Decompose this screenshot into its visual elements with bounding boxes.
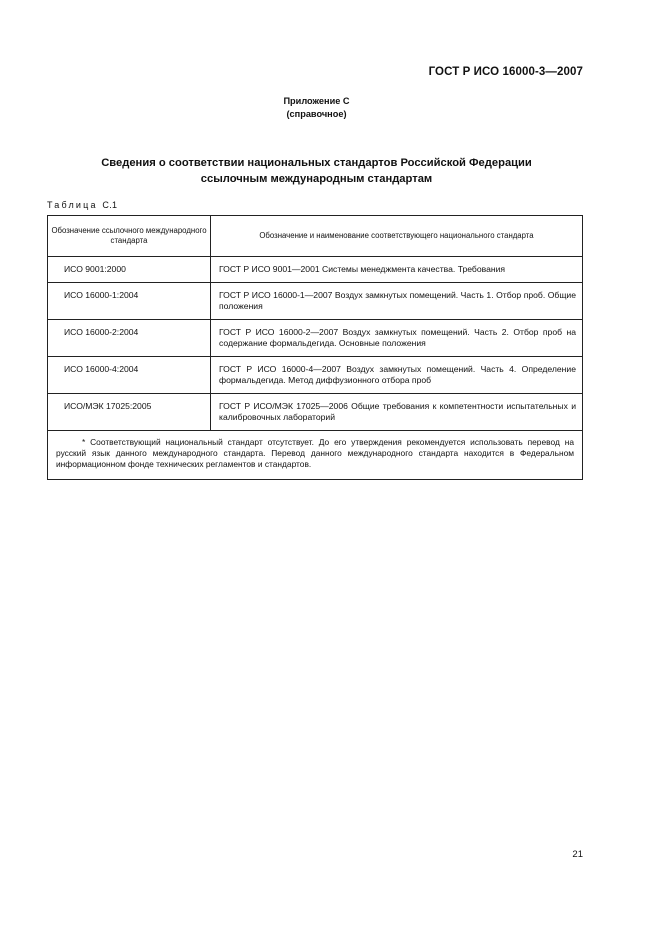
international-standard-cell: ИСО 16000-2:2004 [48,319,211,356]
table-footnote-row [48,430,583,480]
table-caption-number: С.1 [102,200,118,210]
table-footnote: * Соответствующий национальный стандарт отсутствует. До его утверждения рекомендуется использовать перевод на русский язык данного международного стандарта. Перевод данного международного стандарта находится в Федеральном информационном фонде технических регламентов и стандартов. [56,436,574,469]
column-header-national: Обозначение и наименование соответствующего национального стандарта [211,216,583,257]
national-standard-cell: ГОСТ Р ИСО 9001—2001 Системы менеджмента качества. Требования [211,257,583,283]
international-standard-cell: ИСО/МЭК 17025:2005 [48,393,211,430]
table-row [48,282,583,319]
title-line-1: Сведения о соответствии национальных стандартов Российской Федерации [101,157,532,169]
page-number: 21 [572,849,583,860]
appendix-heading [0,95,633,121]
national-standard-cell: ГОСТ Р ИСО 16000-2—2007 Воздух замкнутых помещений. Часть 2. Отбор проб на содержание формальдегида. Основные положения [211,319,583,356]
document-code: ГОСТ Р ИСО 16000-3—2007 [428,66,583,78]
international-standard-cell: ИСО 16000-1:2004 [48,282,211,319]
table-row [48,356,583,393]
table-caption-word: Таблица [47,200,98,210]
title-line-2: ссылочным международным стандартам [200,172,433,185]
standards-table [47,215,583,480]
table-row [48,319,583,356]
international-standard-cell: ИСО 9001:2000 [48,257,211,283]
page-title [0,156,633,187]
table-row [48,257,583,283]
international-standard-cell: ИСО 16000-4:2004 [48,356,211,393]
appendix-label: Приложение С [283,96,350,106]
table-row [48,393,583,430]
table-caption [47,200,117,210]
table-footnote-cell [48,430,583,480]
national-standard-cell: ГОСТ Р ИСО 16000-1—2007 Воздух замкнутых помещений. Часть 1. Отбор проб. Общие положения [211,282,583,319]
national-standard-cell: ГОСТ Р ИСО/МЭК 17025—2006 Общие требования к компетентности испытательных и калибровочных лабораторий [211,393,583,430]
table-header-row [48,216,583,257]
column-header-international: Обозначение ссылочного международного стандарта [48,216,211,257]
national-standard-cell: ГОСТ Р ИСО 16000-4—2007 Воздух замкнутых помещений. Часть 4. Определение формальдегида. Метод диффузионного отбора проб [211,356,583,393]
appendix-type: (справочное) [286,109,347,119]
